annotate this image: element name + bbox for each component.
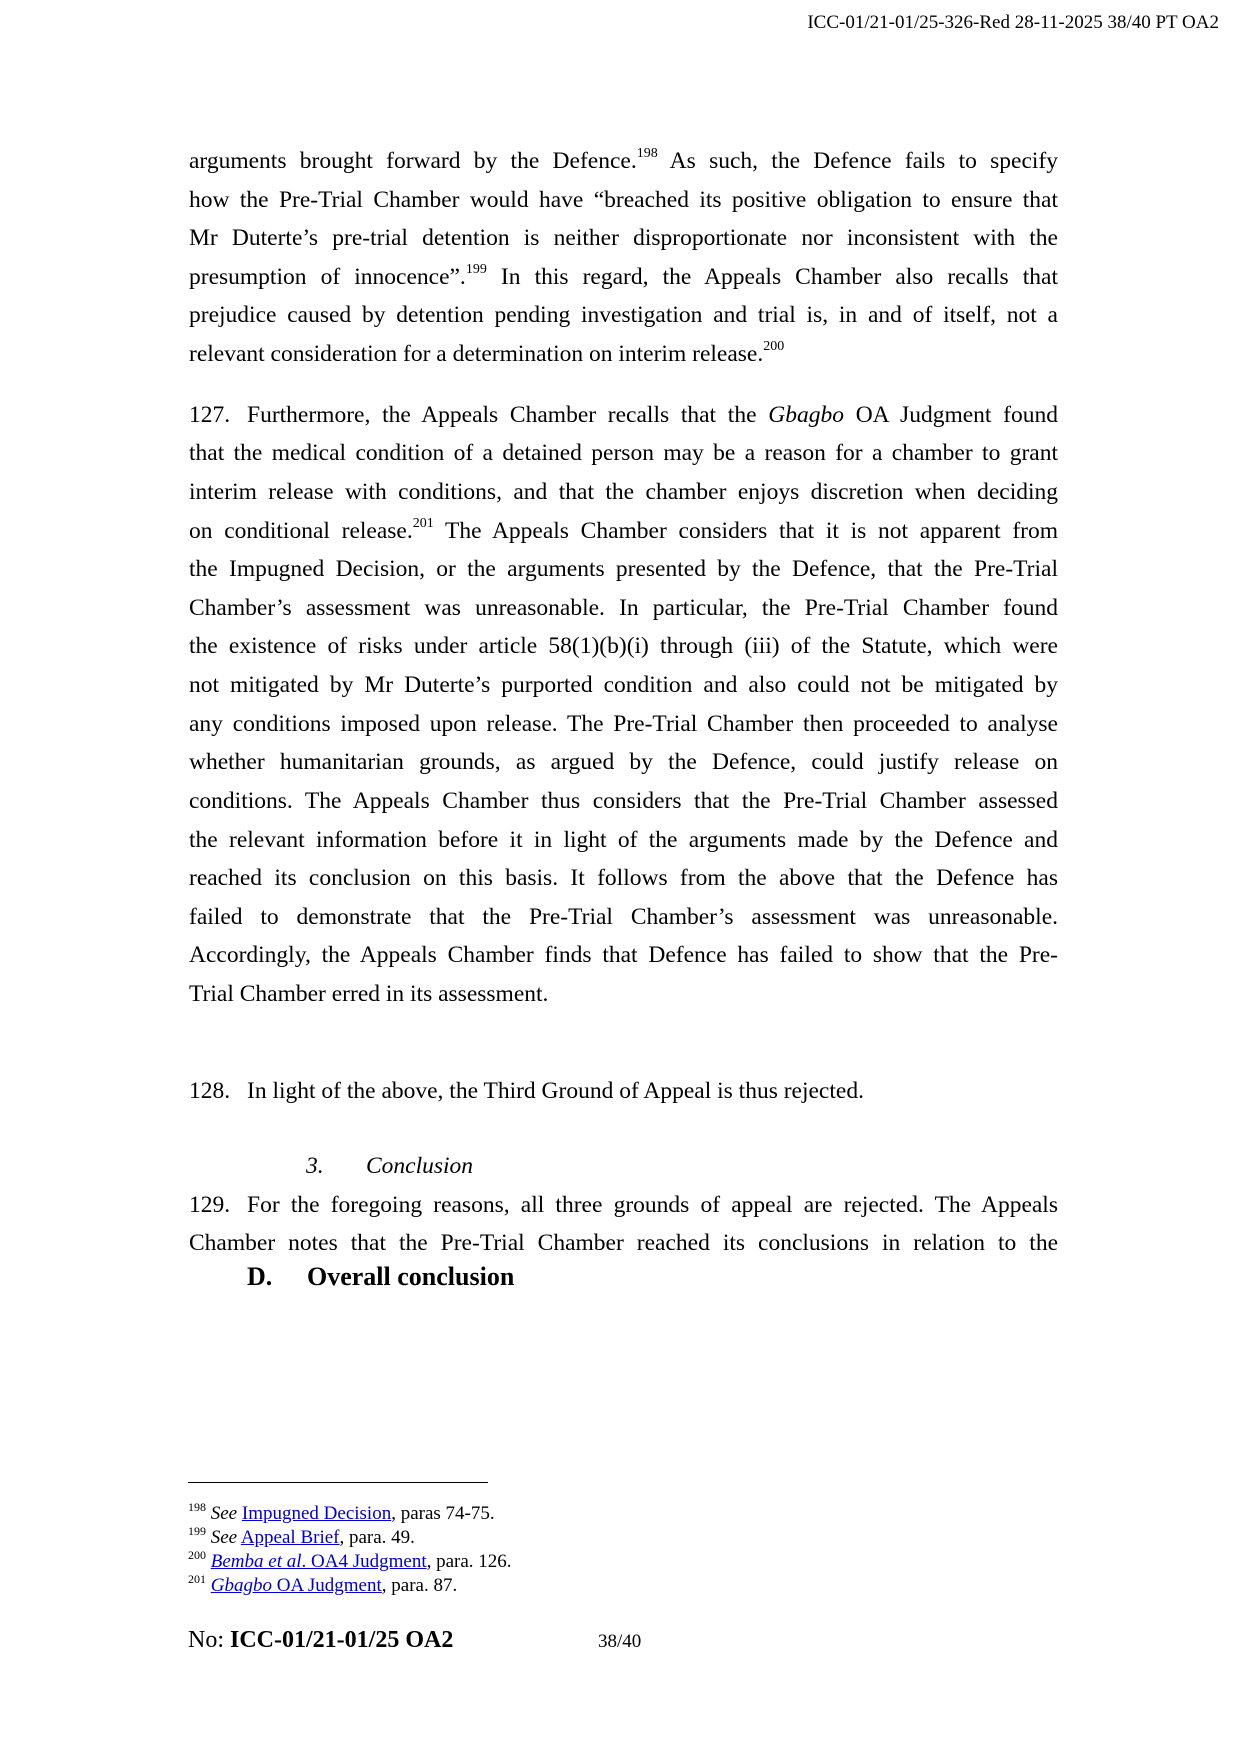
text-line: interim release with conditions, and that the chamber enjoys discretion when deciding — [189, 479, 1058, 505]
footnote-199: $^{199}$ See Appeal Brief, para. 49. — [188, 1523, 415, 1548]
paragraph-128: 128. In light of the above, the Third Ground of Appeal is thus rejected. — [189, 1078, 864, 1104]
text-line: 129. For the foregoing reasons, all three grounds of appeal are rejected. The Appeals — [189, 1192, 1058, 1218]
text-line: on conditional release.$^{201}$ The Appeals Chamber considers that it is not apparent from — [189, 516, 1059, 544]
paragraph-number: 127. — [189, 402, 231, 428]
section-letter: D. — [247, 1262, 273, 1291]
text-line: arguments brought forward by the Defence.$^{198}$ As such, the Defence fails to specify — [189, 146, 1058, 174]
section-heading — [247, 1262, 514, 1292]
footnote-201: $^{201}$ Gbagbo OA Judgment, para. 87. — [188, 1571, 458, 1596]
text-line: any conditions imposed upon release. The Pre-Trial Chamber then proceeded to analyse — [189, 711, 1058, 737]
subsection-title: Conclusion — [366, 1153, 474, 1179]
footnote-200: $^{200}$ Bemba et al. OA4 Judgment, para. 126. — [188, 1547, 512, 1572]
footnote-ref-199[interactable]: 199 — [465, 262, 487, 278]
footnote-198: $^{198}$ See Impugned Decision, paras 74-75. — [188, 1499, 495, 1524]
appeal-brief-link[interactable]: Appeal Brief — [240, 1527, 340, 1548]
text-line: presumption of innocence”.$^{199}$ In this regard, the Appeals Chamber also recalls that — [189, 262, 1059, 290]
text-line: the relevant information before it in light of the arguments made by the Defence and — [189, 827, 1058, 853]
paragraph-number: 129. — [189, 1192, 231, 1218]
text-line: Mr Duterte’s pre-trial detention is neither disproportionate nor inconsistent with the — [189, 225, 1058, 251]
text-line: reached its conclusion on this basis. It follows from the above that the Defence has — [189, 865, 1058, 891]
text-line: the existence of risks under article 58(1)(b)(i) through (iii) of the Statute, which were — [189, 633, 1058, 659]
impugned-decision-link[interactable]: Impugned Decision — [241, 1503, 392, 1524]
page-number: 38/40 — [598, 1631, 642, 1652]
paragraph-number: 128. — [189, 1078, 231, 1104]
section-title: Overall conclusion — [307, 1262, 515, 1291]
text-line: Trial Chamber erred in its assessment. — [189, 981, 549, 1007]
gbagbo-oa-judgment-link[interactable]: Gbagbo OA Judgment — [210, 1575, 382, 1596]
footnote-ref-198[interactable]: 198 — [636, 146, 658, 162]
text-line: Chamber’s assessment was unreasonable. In particular, the Pre-Trial Chamber found — [189, 595, 1058, 621]
text-line: failed to demonstrate that the Pre-Trial Chamber’s assessment was unreasonable. — [189, 904, 1058, 930]
footer-case-number: No: ICC-01/21-01/25 OA2 — [188, 1627, 454, 1653]
text-line: that the medical condition of a detained person may be a reason for a chamber to grant — [189, 440, 1058, 466]
bemba-oa4-judgment-link[interactable]: Bemba et al. OA4 Judgment — [210, 1551, 427, 1572]
document-stamp: ICC-01/21-01/25-326-Red 28-11-2025 38/40 PT OA2 — [807, 12, 1219, 33]
footnote-separator — [188, 1482, 488, 1483]
text-line: whether humanitarian grounds, as argued by the Defence, could justify release on — [189, 749, 1058, 775]
text-line: not mitigated by Mr Duterte’s purported condition and also could not be mitigated by — [189, 672, 1058, 698]
footnote-ref-201[interactable]: 201 — [412, 516, 434, 532]
text-line: Chamber notes that the Pre-Trial Chamber reached its conclusions in relation to the — [189, 1230, 1058, 1256]
subsection-heading — [306, 1153, 473, 1180]
footnote-ref-200[interactable]: 200 — [763, 339, 785, 355]
subsection-number: 3. — [306, 1153, 324, 1179]
text-line: Accordingly, the Appeals Chamber finds that Defence has failed to show that the Pre- — [189, 942, 1058, 968]
text-line: how the Pre-Trial Chamber would have “breached its positive obligation to ensure that — [189, 187, 1058, 213]
text-line: 127. Furthermore, the Appeals Chamber recalls that the Gbagbo OA Judgment found — [189, 402, 1058, 428]
text-line: conditions. The Appeals Chamber thus considers that the Pre-Trial Chamber assessed — [189, 788, 1058, 814]
text-line: prejudice caused by detention pending investigation and trial is, in and of itself, not a — [189, 302, 1058, 328]
text-line: relevant consideration for a determination on interim release.$^{200}$ — [189, 339, 785, 367]
text-line: the Impugned Decision, or the arguments presented by the Defence, that the Pre-Trial — [189, 556, 1058, 582]
